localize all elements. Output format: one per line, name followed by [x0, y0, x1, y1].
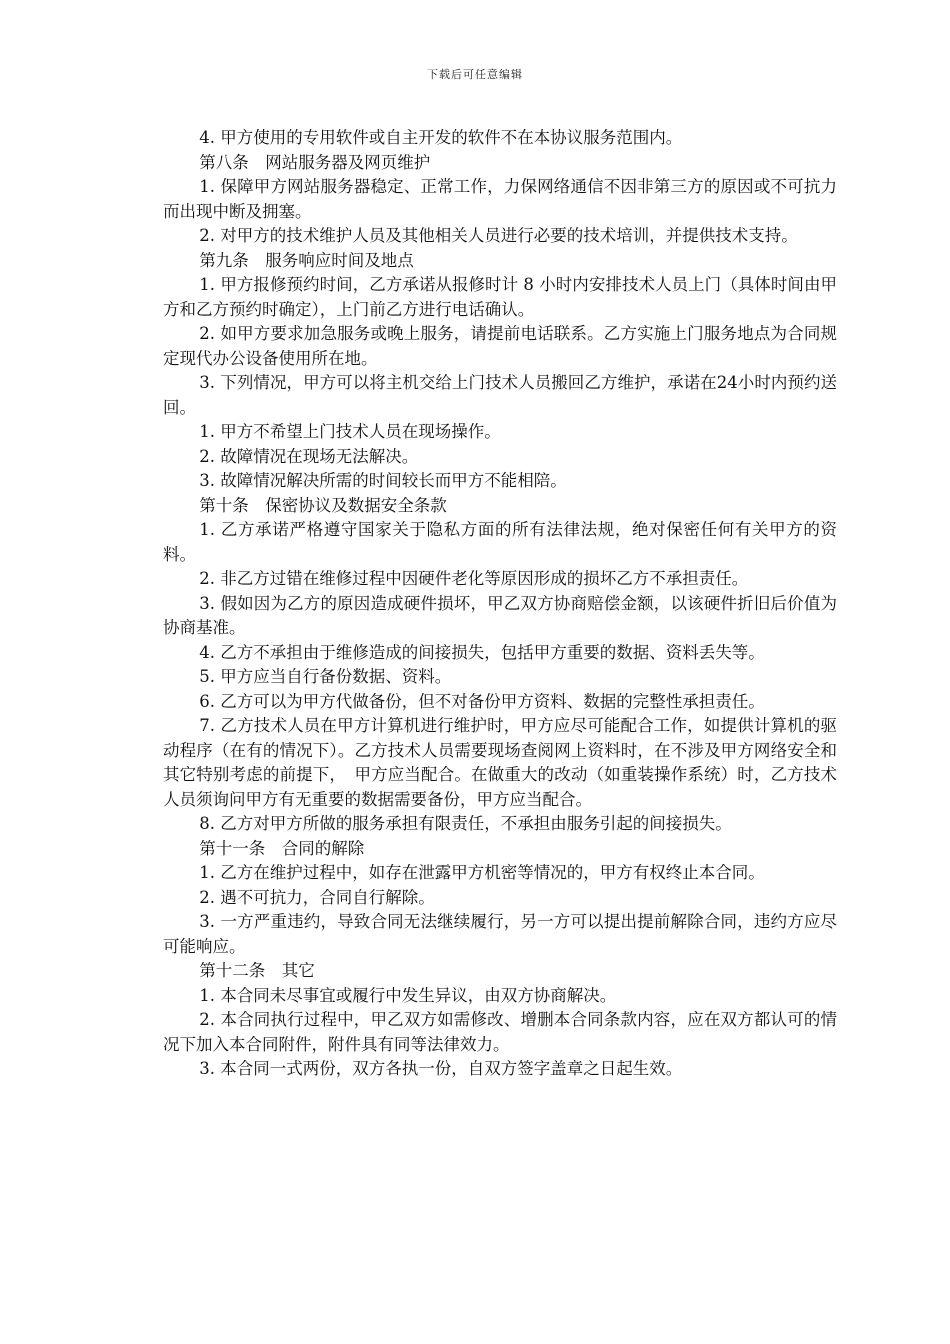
paragraph: 4. 甲方使用的专用软件或自主开发的软件不在本协议服务范围内。	[199, 128, 683, 147]
paragraph: 3. 故障情况解决所需的时间较长而甲方不能相陪。	[199, 471, 567, 490]
section-heading: 第十二条 其它	[199, 961, 315, 980]
paragraph: 5. 甲方应当自行备份数据、资料。	[199, 667, 452, 686]
paragraph: 2. 本合同执行过程中，甲乙双方如需修改、增删本合同条款内容，应在双方都认可的情况下加入本合同附件，附件具有同等法律效力。	[163, 1010, 837, 1054]
paragraph: 2. 非乙方过错在维修过程中因硬件老化等原因形成的损坏乙方不承担责任。	[199, 569, 749, 588]
paragraph: 3. 假如因为乙方的原因造成硬件损坏，甲乙双方协商赔偿金额，以该硬件折旧后价值为协商基准。	[163, 593, 837, 637]
paragraph: 3. 本合同一式两份，双方各执一份，自双方签字盖章之日起生效。	[199, 1059, 683, 1078]
paragraph: 2. 对甲方的技术维护人员及其他相关人员进行必要的技术培训，并提供技术支持。	[199, 226, 798, 245]
paragraph: 3. 一方严重违约，导致合同无法继续履行，另一方可以提出提前解除合同，违约方应尽可能响应。	[163, 912, 837, 956]
section-heading: 第十一条 合同的解除	[199, 838, 365, 858]
paragraph: 1. 乙方在维护过程中，如存在泄露甲方机密等情况的，甲方有权终止本合同。	[199, 863, 765, 882]
paragraph: 7. 乙方技术人员在甲方计算机进行维护时，甲方应尽可能配合工作，如提供计算机的驱动程序（在有的情况下）。乙方技术人员需要现场查阅网上资料时，在不涉及甲方网络安全和其它特别考虑的前提下， 甲方应当配合。在做重大的改动（如重装操作系统）时，乙方技术人员须询问甲方有无重要的数据需要备份，甲方应当配合。	[163, 716, 837, 809]
paragraph: 2. 遇不可抗力，合同自行解除。	[199, 887, 435, 907]
paragraph: 1. 甲方报修预约时间，乙方承诺从报修时计 8 小时内安排技术人员上门（具体时间由甲方和乙方预约时确定），上门前乙方进行电话确认。	[163, 275, 837, 319]
document-body	[163, 126, 837, 1082]
paragraph: 6. 乙方可以为甲方代做备份，但不对备份甲方资料、数据的完整性承担责任。	[199, 691, 765, 711]
paragraph: 8. 乙方对甲方所做的服务承担有限责任，不承担由服务引起的间接损失。	[199, 814, 732, 833]
paragraph: 3. 下列情况，甲方可以将主机交给上门技术人员搬回乙方维护，承诺在24小时内预约送回。	[163, 373, 837, 417]
paragraph: 1. 保障甲方网站服务器稳定、正常工作，力保网络通信不因非第三方的原因或不可抗力而出现中断及拥塞。	[163, 177, 837, 221]
paragraph: 1. 本合同未尽事宜或履行中发生异议，由双方协商解决。	[199, 985, 617, 1005]
paragraph: 4. 乙方不承担由于维修造成的间接损失，包括甲方重要的数据、资料丢失等。	[199, 642, 765, 662]
paragraph: 1. 乙方承诺严格遵守国家关于隐私方面的所有法律法规，绝对保密任何有关甲方的资料。	[163, 520, 837, 564]
section-heading: 第九条 服务响应时间及地点	[199, 250, 414, 270]
section-heading: 第十条 保密协议及数据安全条款	[199, 495, 447, 515]
section-heading: 第八条 网站服务器及网页维护	[199, 152, 431, 172]
paragraph: 2. 如甲方要求加急服务或晚上服务，请提前电话联系。乙方实施上门服务地点为合同规定现代办公设备使用所在地。	[163, 324, 837, 368]
page-header: 下载后可任意编辑	[427, 68, 523, 81]
paragraph: 2. 故障情况在现场无法解决。	[199, 446, 419, 466]
paragraph: 1. 甲方不希望上门技术人员在现场操作。	[199, 422, 501, 441]
